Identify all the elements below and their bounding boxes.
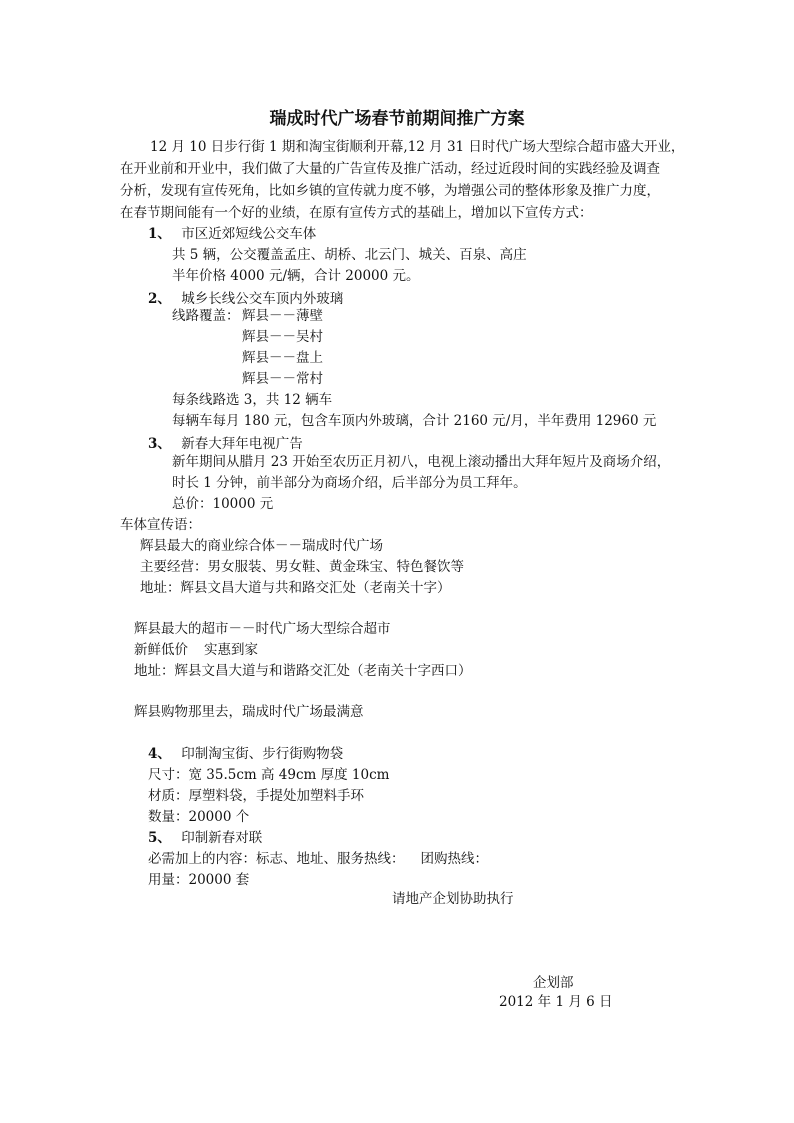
- section-4-line: 数量：20000 个: [148, 809, 250, 825]
- slogan-line: 地址：辉县文昌大道与共和路交汇处（老南关十字）: [140, 580, 451, 596]
- section-heading-text: 新春大拜年电视广告: [181, 436, 303, 452]
- route-item: 辉县－－吴村: [242, 329, 323, 345]
- section-3-line: 时长 1 分钟，前半部分为商场介绍，后半部分为员工拜年。: [172, 475, 527, 491]
- section-5-line: [148, 849, 488, 869]
- section-number: 3、: [148, 436, 171, 452]
- slogan-phrase: 实惠到家: [204, 642, 258, 658]
- slogan-line: 辉县最大的商业综合体－－瑞成时代广场: [140, 538, 383, 554]
- slogan-line: 地址：辉县文昌大道与和谐路交汇处（老南关十字西口）: [134, 663, 472, 679]
- section-3-heading: [148, 434, 303, 454]
- slogan-line: 辉县购物那里去，瑞成时代广场最满意: [134, 704, 364, 720]
- intro-line: 在春节期间能有一个好的业绩，在原有宣传方式的基础上，增加以下宣传方式：: [120, 205, 593, 221]
- intro-line: 分析，发现有宣传死角，比如乡镇的宣传就力度不够，为增强公司的整体形象及推广力度，: [120, 183, 660, 199]
- section-number: 5、: [148, 830, 171, 846]
- required-content: 必需加上的内容：标志、地址、服务热线：: [148, 851, 405, 867]
- group-hotline: 团购热线：: [420, 851, 488, 867]
- section-heading-text: 城乡长线公交车顶内外玻璃: [181, 291, 344, 307]
- signature-date: 2012 年 1 月 6 日: [499, 994, 613, 1010]
- intro-line: 12 月 10 日步行街 1 期和淘宝街顺利开幕,12 月 31 日时代广场大型综合超市盛大开业，: [150, 139, 685, 155]
- document-title: 瑞成时代广场春节前期间推广方案: [269, 109, 525, 129]
- section-2-line: 每条线路选 3，共 12 辆车: [172, 392, 333, 408]
- slogan-label: 车体宣传语：: [120, 517, 201, 533]
- section-3-line: 总价：10000 元: [172, 496, 274, 512]
- section-4-line: 材质：厚塑料袋，手提处加塑料手环: [148, 788, 364, 804]
- route-item: 辉县－－常村: [242, 371, 323, 387]
- route-item: 辉县－－薄壁: [242, 308, 323, 324]
- route-item: 辉县－－盘上: [242, 350, 323, 366]
- section-number: 2、: [148, 291, 171, 307]
- section-1-line: 共 5 辆，公交覆盖孟庄、胡桥、北云门、城关、百泉、高庄: [172, 247, 527, 263]
- slogan-phrase: 新鲜低价: [134, 642, 188, 658]
- slogan-line: 主要经营：男女服装、男女鞋、黄金珠宝、特色餐饮等: [140, 559, 464, 575]
- section-number: 4、: [148, 746, 171, 762]
- section-5-line: 用量：20000 套: [148, 872, 250, 888]
- section-4-heading: [148, 744, 343, 764]
- section-1-line: 半年价格 4000 元/辆，合计 20000 元。: [172, 268, 420, 284]
- section-4-line: 尺寸：宽 35.5cm 高 49cm 厚度 10cm: [148, 767, 390, 783]
- section-heading-text: 市区近郊短线公交车体: [181, 226, 317, 242]
- section-1-heading: [148, 224, 316, 244]
- request-line: 请地产企划协助执行: [392, 891, 514, 907]
- slogan-line: [134, 640, 258, 660]
- intro-line: 在开业前和开业中，我们做了大量的广告宣传及推广活动，经过近段时间的实践经验及调查: [120, 161, 660, 177]
- signature-dept: 企划部: [533, 975, 574, 991]
- slogan-line: 辉县最大的超市－－时代广场大型综合超市: [134, 621, 391, 637]
- section-3-line: 新年期间从腊月 23 开始至农历正月初八，电视上滚动播出大拜年短片及商场介绍，: [172, 454, 671, 470]
- section-heading-text: 印制淘宝街、步行街购物袋: [181, 746, 344, 762]
- section-heading-text: 印制新春对联: [181, 830, 263, 846]
- section-2-line: 每辆车每月 180 元，包含车顶内外玻璃，合计 2160 元/月，半年费用 12960 元: [172, 413, 657, 429]
- route-label: 线路覆盖：: [172, 308, 240, 324]
- section-5-heading: [148, 828, 262, 848]
- section-number: 1、: [148, 226, 171, 242]
